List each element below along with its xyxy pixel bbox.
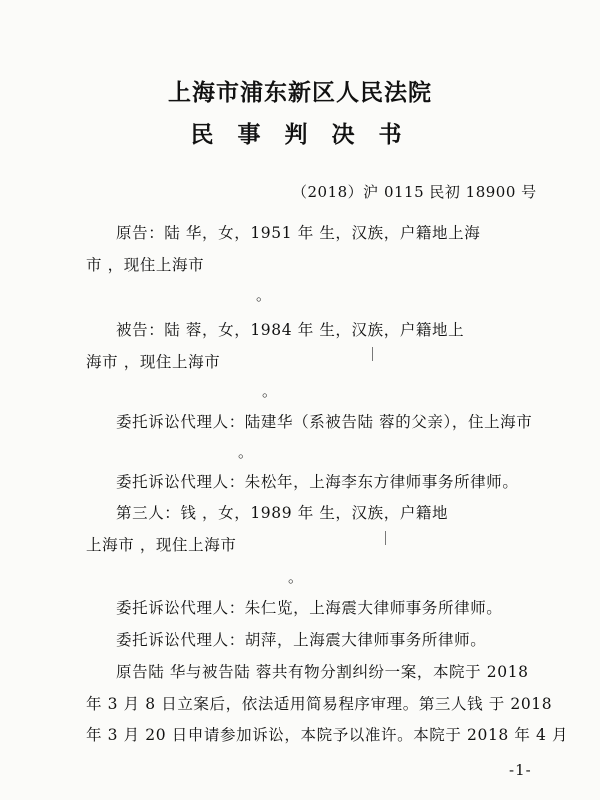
page-number: -1- [509, 761, 532, 779]
body-line-3: 年 3 月 20 日申请参加诉讼，本院予以准许。本院于 2018 年 4 月 [86, 726, 569, 744]
agent-3-line-1: 委托诉讼代理人：朱仁览，上海震大律师事务所律师。 [116, 599, 503, 617]
agent-1-line-2: 。 [238, 443, 254, 461]
agent-2-line-1: 委托诉讼代理人：朱松年，上海李东方律师事务所律师。 [116, 473, 519, 491]
plaintiff-line-2: 市 ，现住上海市 [86, 256, 205, 274]
agent-1-line-1: 委托诉讼代理人：陆建华（系被告陆 蓉的父亲），住上海市 [116, 413, 533, 431]
plaintiff-line-1: 原告：陆 华，女，1951 年 生，汉族，户籍地上海 [116, 224, 481, 242]
third-party-line-2: 上海市 ，现住上海市 [86, 536, 237, 554]
defendant-line-1: 被告：陆 蓉，女，1984 年 生，汉族，户籍地上 [116, 321, 465, 339]
body-line-2: 年 3 月 8 日立案后，依法适用简易程序审理。第三人钱 于 2018 [86, 695, 553, 713]
defendant-line-2: 海市 ，现住上海市 [86, 353, 221, 371]
court-name: 上海市浦东新区人民法院 [168, 79, 432, 106]
third-party-line-1: 第三人：钱 ，女，1989 年 生，汉族，户籍地 [116, 504, 449, 522]
redaction-mark [385, 531, 386, 545]
body-line-1: 原告陆 华与被告陆 蓉共有物分割纠纷一案，本院于 2018 [116, 663, 529, 681]
document-type-title: 民 事 判 决 书 [190, 121, 410, 148]
third-party-line-3: 。 [288, 568, 304, 586]
case-number: （2018）沪 0115 民初 18900 号 [292, 183, 537, 201]
plaintiff-line-3: 。 [256, 286, 272, 304]
agent-4-line-1: 委托诉讼代理人：胡萍，上海震大律师事务所律师。 [116, 631, 487, 649]
defendant-line-3: 。 [262, 382, 278, 400]
redaction-mark [372, 347, 373, 361]
